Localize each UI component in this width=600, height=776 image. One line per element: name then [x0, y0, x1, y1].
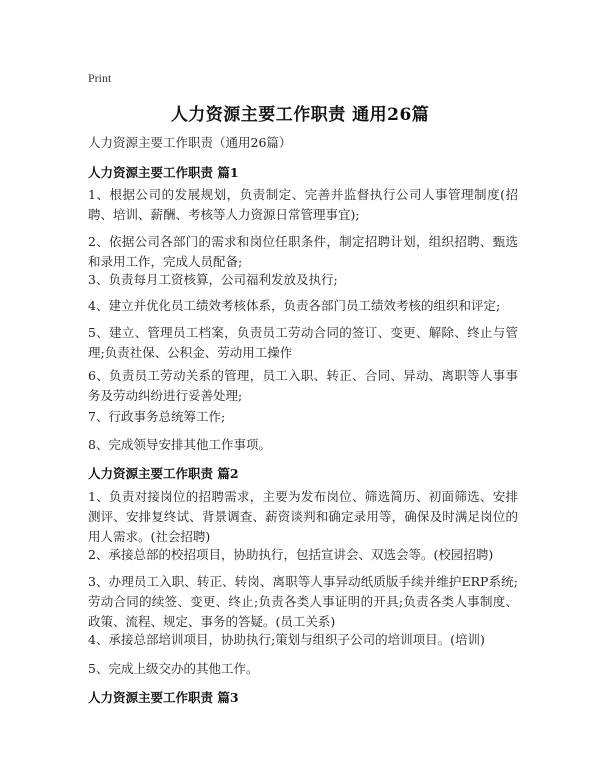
paragraph: 8、完成领导安排其他工作事项。 — [88, 437, 271, 452]
paragraph: 2、依据公司各部门的需求和岗位任职条件，制定招聘计划，组织招聘、甄选和录用工作，完成人员配备; — [88, 234, 518, 269]
paragraph: 4、建立并优化员工绩效考核体系，负责各部门员工绩效考核的组织和评定; — [88, 298, 501, 313]
paragraph: 1、根据公司的发展规划，负责制定、完善并监督执行公司人事管理制度(招聘、培训、薪酬、考核等人力资源日常管理事宜); — [88, 187, 518, 222]
paragraph: 1、负责对接岗位的招聘需求，主要为发布岗位、筛选简历、初面筛选、安排测评、安排复终试、背景调查、薪资谈判和确定录用等，确保及时满足岗位的用人需求。(社会招聘) — [88, 489, 518, 544]
paragraph: 3、负责每月工资核算，公司福利发放及执行; — [88, 272, 338, 287]
section-heading-3: 人力资源主要工作职责 篇3 — [88, 690, 239, 705]
paragraph: 3、办理员工入职、转正、转岗、离职等人事异动纸质版手续并维护ERP系统;劳动合同的续签、变更、终止;负责各类人事证明的开具;负责各类人事制度、政策、流程、规定、事务的答疑。(员工关系) — [88, 574, 518, 629]
document-subtitle: 人力资源主要工作职责（通用26篇） — [88, 135, 292, 150]
paragraph: 5、建立、管理员工档案，负责员工劳动合同的签订、变更、解除、终止与管理;负责社保、公积金、劳动用工操作 — [88, 325, 518, 360]
paragraph: 6、负责员工劳动关系的管理，员工入职、转正、合同、异动、离职等人事事务及劳动纠纷进行妥善处理; — [88, 368, 518, 403]
paragraph: 7、行政事务总统筹工作; — [88, 409, 226, 424]
section-heading-1: 人力资源主要工作职责 篇1 — [88, 165, 239, 180]
section-heading-2: 人力资源主要工作职责 篇2 — [88, 466, 239, 481]
paragraph: 4、承接总部培训项目，协助执行;策划与组织子公司的培训项目。(培训) — [88, 632, 485, 647]
print-label[interactable]: Print — [88, 71, 112, 85]
document-title: 人力资源主要工作职责 通用26篇 — [170, 105, 430, 125]
paragraph: 5、完成上级交办的其他工作。 — [88, 661, 259, 676]
paragraph: 2、承接总部的校招项目，协助执行，包括宣讲会、双选会等。(校园招聘) — [88, 547, 494, 562]
